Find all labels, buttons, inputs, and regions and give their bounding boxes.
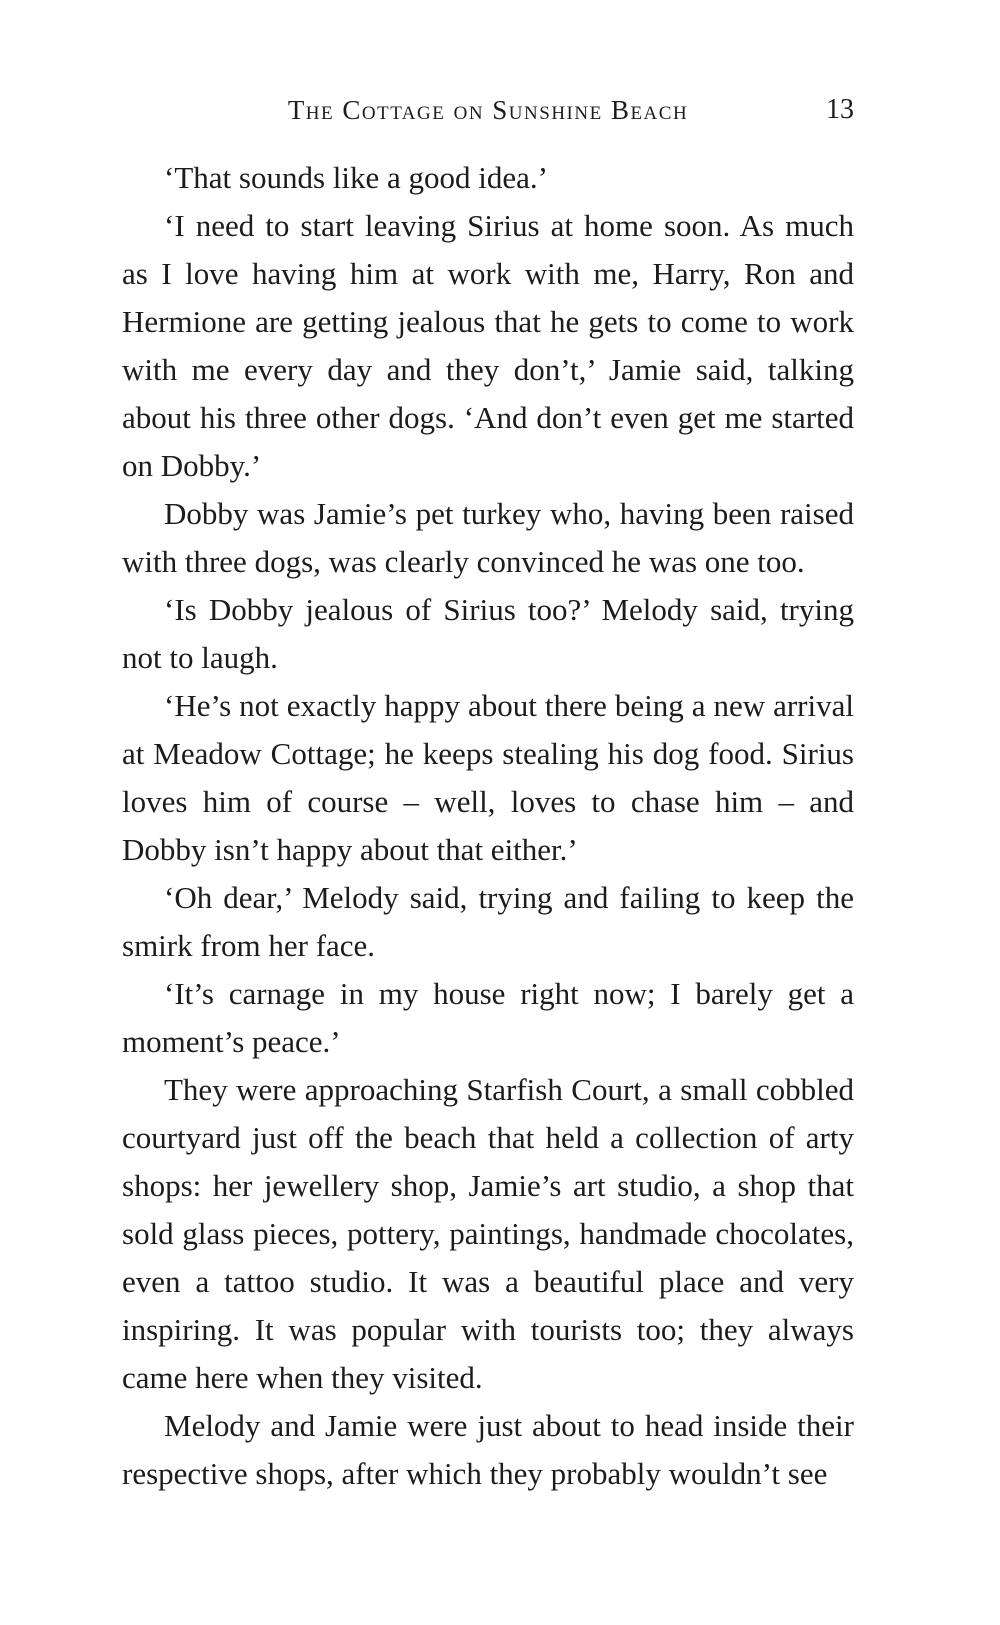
paragraph: ‘I need to start leaving Sirius at home soon. As much as I love having him at work with me, Harry, Ron and Hermione are getting jealous that he gets to come to work with me every day and they don’t,’ Jamie said, talking about his three other dogs. ‘And don’t even get me started on Dobby.’ <box>122 208 854 483</box>
paragraph: ‘Is Dobby jealous of Sirius too?’ Melody said, trying not to laugh. <box>122 592 854 675</box>
paragraph: They were approaching Starfish Court, a small cobbled courtyard just off the beach that held a collection of arty shops: her jewellery shop, Jamie’s art studio, a shop that sold glass pieces, pottery, paintings, handmade chocolates, even a tattoo studio. It was a beautiful place and very inspiring. It was popular with tourists too; they always came here when they visited. <box>122 1072 854 1395</box>
paragraph: ‘It’s carnage in my house right now; I barely get a moment’s peace.’ <box>122 976 854 1059</box>
running-title: The Cottage on Sunshine Beach <box>287 95 689 125</box>
paragraph: ‘Oh dear,’ Melody said, trying and failing to keep the smirk from her face. <box>122 880 854 963</box>
page-number: 13 <box>826 94 854 125</box>
running-head <box>122 90 854 130</box>
paragraph: ‘He’s not exactly happy about there being a new arrival at Meadow Cottage; he keeps stealing his dog food. Sirius loves him of course – well, loves to chase him – and Dobby isn’t happy about that either.’ <box>122 688 854 867</box>
paragraph: ‘That sounds like a good idea.’ <box>164 160 548 195</box>
paragraph: Dobby was Jamie’s pet turkey who, having been raised with three dogs, was clearly convinced he was one too. <box>122 496 854 579</box>
body-text <box>122 154 854 1498</box>
paragraph: Melody and Jamie were just about to head inside their respective shops, after which they probably wouldn’t see <box>122 1408 854 1491</box>
